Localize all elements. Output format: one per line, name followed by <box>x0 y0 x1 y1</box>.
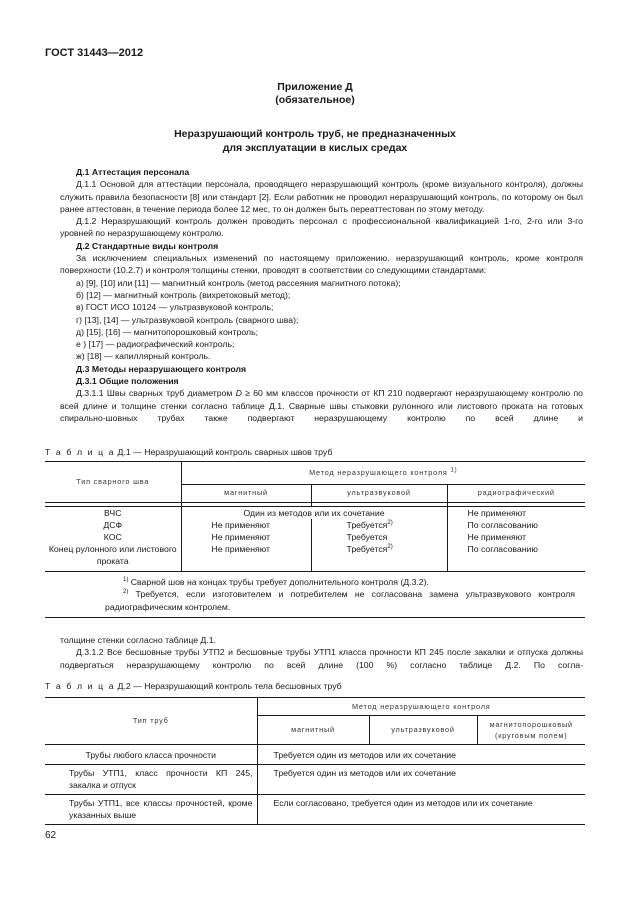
standard-header: ГОСТ 31443—2012 <box>45 47 144 59</box>
table-row: ВЧС Один из методов или их сочетание Не применяют <box>45 507 585 520</box>
heading-d3-1: Д.3.1 Общие положения <box>76 376 179 387</box>
table-1-caption: Т а б л и ц а Д.1 — Неразрушающий контроль сварных швов труб <box>45 447 333 457</box>
table-1-header-type: Тип сварного шва <box>45 462 181 503</box>
paragraph-d3-1-2: Д.3.1.2 Все бесшовные трубы УТП2 и бесшовные трубы УТП1 класса прочности КП 245 после закалки и отпуска должны подвергаться неразрушающему контролю по всей длине (100 %) согласно таблице Д.2. По согла- <box>60 647 583 670</box>
section-title-line-2: для эксплуатации в кислых средах <box>222 142 408 154</box>
table-1-footnotes: $^{1)}$ Сварной шов на концах трубы требует дополнительного контроля (Д.3.2). $^{2)}$ Требуется, если изготовителем и потребителем не согласована замена ультразвукового контроля радиографическим контролем. <box>45 572 585 618</box>
table-2 <box>45 697 585 825</box>
list-item: г) [13], [14] — ультразвуковой контроль (сварного шва); <box>76 314 299 325</box>
list-item: д) [15], [16] — магнитопорошковый контроль; <box>76 326 259 337</box>
table-row: Трубы УТП1, класс прочности КП 245, закалка и отпуск Требуется один из методов или их сочетание <box>45 765 585 795</box>
annex-status: (обязательное) <box>275 94 355 106</box>
paragraph-d3-1-1-continued: толщине стенки согласно таблице Д.1. <box>60 635 216 645</box>
continued-text-block <box>60 634 583 671</box>
list-item: ж) [18] — капиллярный контроль. <box>76 351 211 362</box>
table-1-header-ultrasonic: ультразвуковой <box>311 484 447 502</box>
list-item: в) ГОСТ ИСО 10124 — ультразвуковой контроль; <box>76 302 274 313</box>
list-item: а) [9], [10] или [11] — магнитный контроль (метод рассеяния магнитного потока); <box>76 277 401 288</box>
paragraph-d1-1: Д.1.1 Основой для аттестации персонала, проводящего неразрушающий контроль (кроме визуального контроля), должны служить правила безопасности [8] или стандарт [2]. Если работник не проводил неразрушающий контроль, по которому он был ранее аттестован, в течение периода более 12 мес, то он должен быть переаттестован по этому методу. <box>60 179 583 214</box>
table-2-header-type: Тип труб <box>45 698 257 745</box>
table-1 <box>45 461 585 618</box>
paragraph-d2-1: За исключением специальных изменений по настоящему приложению. неразрушающий контроль, кроме контроля поверхности (10.2.7) и контроля толщины стенки, проводят в соответствии со следующими стандартами: <box>60 253 583 276</box>
table-row: ДСФ Не применяют Требуется$^{2)}$ По согласованию <box>45 519 585 531</box>
annex-title: Приложение Д <box>277 81 353 93</box>
table-1-header-radiographic: радиографический <box>447 484 585 502</box>
table-row: Трубы УТП1, все классы прочностей, кроме указанных выше Если согласовано, требуется один из методов или их сочетание <box>45 795 585 825</box>
table-2-header-method: Метод неразрушающего контроля <box>257 698 585 716</box>
table-2-header-ultrasonic: ультразвуковой <box>369 716 477 745</box>
heading-d1: Д.1 Аттестация персонала <box>76 167 190 177</box>
heading-d2: Д.2 Стандартные виды контроля <box>76 240 219 251</box>
list-item: б) [12] — магнитный контроль (вихретоковый метод); <box>76 289 291 300</box>
table-2-caption: Т а б л и ц а Д.2 — Неразрушающий контроль тела бесшовных труб <box>45 681 342 691</box>
paragraph-d1-2: Д.1.2 Неразрушающий контроль должен проводить персонал с профессиональной квалификацией 1-го, 2-го или 3-го уровней по неразрушающему контролю. <box>60 216 583 239</box>
table-row: Конец рулонного или листового проката Не применяют Требуется$^{2)}$ По согласованию <box>45 543 585 572</box>
heading-d3: Д.3 Методы неразрушающего контроля <box>76 363 247 374</box>
table-1-header-method: Метод неразрушающего контроля $^{1)}$ <box>181 462 585 485</box>
table-2-header-magnetic: магнитный <box>257 716 369 745</box>
main-text-block <box>60 166 583 424</box>
section-title-line-1: Неразрушающий контроль труб, не предназначенных <box>174 128 456 140</box>
table-row: КОС Не применяют Требуется Не применяют <box>45 531 585 543</box>
page-number: 62 <box>45 830 57 841</box>
table-row: Трубы любого класса прочности Требуется один из методов или их сочетание <box>45 745 585 765</box>
table-2-header-magnetic-particle: магнитопорошковый (круговым полем) <box>477 716 585 745</box>
paragraph-d3-1-1: Д.3.1.1 Швы сварных труб диаметром D ≥ 60 мм классов прочности от КП 210 подвергают неразрушающему контролю по всей длине и толщине стенки согласно таблице Д.1. Сварные швы стыковки рулонного или листового проката на готовых спирально-шовных трубах также подвергают неразрушающему контролю по всей длине и <box>60 388 583 423</box>
list-item: е ) [17] — радиографический контроль; <box>76 339 235 350</box>
table-1-header-magnetic: магнитный <box>181 484 311 502</box>
